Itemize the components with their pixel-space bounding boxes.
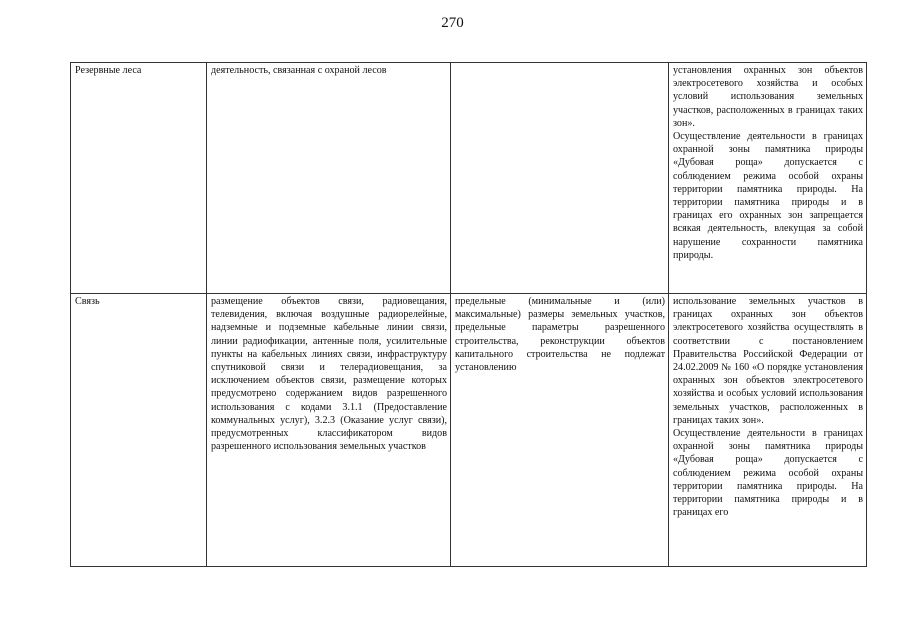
restrictions-cell: [669, 294, 867, 567]
permitted-use-cell: деятельность, связанная с охраной лесов: [207, 63, 451, 294]
restriction-paragraph: установления охранных зон объектов электросетевого хозяйства и особых условий использования земельных участков, расположенных в границах таких зон».: [673, 65, 863, 129]
restriction-paragraph: использование земельных участков в границах охранных зон объектов электросетевого хозяйства осуществлять в соответствии с постановлением Правительства Российской Федерации от 24.02.2009 № 160 «О порядке установления охранных зон объектов электросетевого хозяйства и особых условий использования земельных участков, расположенных в границах таких зон».: [673, 296, 863, 426]
parameters-cell: [451, 63, 669, 294]
restriction-paragraph: Осуществление деятельности в границах охранной зоны памятника природы «Дубовая роща» допускается с соблюдением режима особой охраны территории памятника природы. На территории памятника природы и в границах его: [673, 428, 863, 519]
table-row: [71, 63, 867, 294]
zone-name-cell: Связь: [71, 294, 207, 567]
restriction-paragraph: Осуществление деятельности в границах охранной зоны памятника природы «Дубовая роща» допускается с соблюдением режима особой охраны территории памятника природы. На территории памятника природы и в границах его охранных зон запрещается всякая деятельность, влекущая за собой нарушение сохранности памятника природы.: [673, 131, 863, 261]
table-row: [71, 294, 867, 567]
permitted-use-cell: размещение объектов связи, радиовещания, телевидения, включая воздушные радиорелейные, надземные и подземные кабельные линии связи, линии радиофикации, антенные поля, усилительные пункты на кабельных линиях связи, инфраструктуру спутниковой связи и телерадиовещания, за исключением объектов связи, размещение которых предусмотрено содержанием видов разрешенного использования с кодами 3.1.1 (Предоставление коммунальных услуг), 3.2.3 (Оказание услуг связи), предусмотренных классификатором видов разрешенного использования земельных участков: [207, 294, 451, 567]
regulations-table: [70, 62, 867, 567]
parameters-cell: предельные (минимальные и (или) максимальные) размеры земельных участков, предельные параметры разрешенного строительства, реконструкции объектов капитального строительства не подлежат установлению: [451, 294, 669, 567]
page-number: 270: [441, 15, 464, 31]
zone-name-cell: Резервные леса: [71, 63, 207, 294]
restrictions-cell: [669, 63, 867, 294]
